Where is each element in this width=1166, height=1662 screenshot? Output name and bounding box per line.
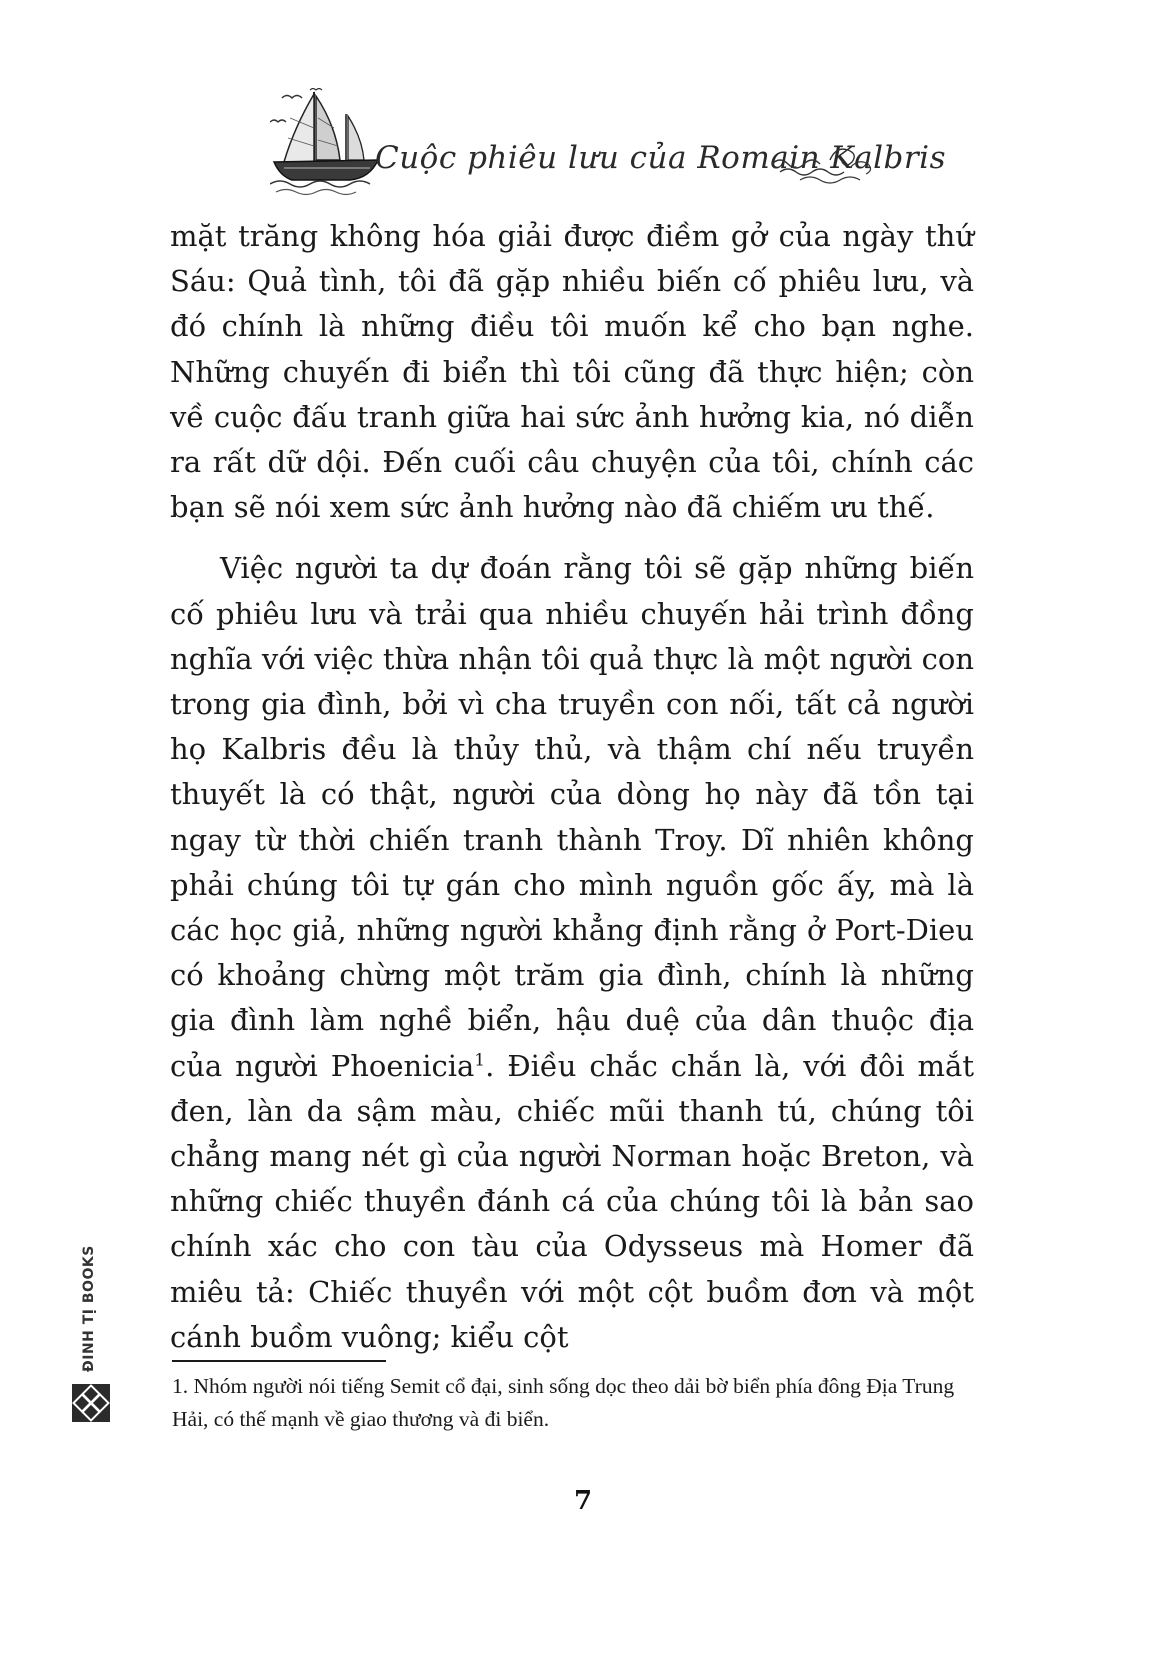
running-header [270, 88, 946, 198]
publisher-mark [72, 1245, 112, 1432]
body-text [170, 214, 974, 1360]
footnote-reference[interactable]: 1 [474, 1050, 486, 1070]
paragraph [170, 546, 974, 1360]
page-number: 7 [573, 1486, 593, 1516]
paragraph: mặt trăng không hóa giải được điềm gở của ngày thứ Sáu: Quả tình, tôi đã gặp nhiều biến cố phiêu lưu, và đó chính là những điều tôi muốn kể cho bạn nghe. Những chuyến đi biển thì tôi cũng đã thực hiện; còn về cuộc đấu tranh giữa hai sức ảnh hưởng kia, nó diễn ra rất dữ dội. Đến cuối câu chuyện của tôi, chính các bạn sẽ nói xem sức ảnh hưởng nào đã chiếm ưu thế. [170, 219, 974, 525]
paragraph-text: . Điều chắc chắn là, với đôi mắt đen, làn da sậm màu, chiếc mũi thanh tú, chúng tôi chẳng mang nét gì của người Norman hoặc Breton, và những chiếc thuyền đánh cá của chúng tôi là bản sao chính xác cho con tàu của Odysseus mà Homer đã miêu tả: Chiếc thuyền với một cột buồm đơn và một cánh buồm vuông; kiểu cột [170, 1048, 974, 1354]
running-header-title: Cuộc phiêu lưu của Romain Kalbris [375, 140, 946, 176]
publisher-name: ĐINH TỊ BOOKS [81, 1245, 97, 1372]
dinh-ti-logo-icon [72, 1384, 110, 1422]
paragraph-text: Việc người ta dự đoán rằng tôi sẽ gặp những biến cố phiêu lưu và trải qua nhiều chuyến hải trình đồng nghĩa với việc thừa nhận tôi quả thực là một người con trong gia đình, bởi vì cha truyền con nối, tất cả người họ Kalbris đều là thủy thủ, và thậm chí nếu truyền thuyết là có thật, người của dòng họ này đã tồn tại ngay từ thời chiến tranh thành Troy. Dĩ nhiên không phải chúng tôi tự gán cho mình nguồn gốc ấy, mà là các học giả, những người khẳng định rằng ở Port-Dieu có khoảng chừng một trăm gia đình, chính là những gia đình làm nghề biển, hậu duệ của dân thuộc địa của người Phoenicia [170, 551, 974, 1083]
footnote-text: 1. Nhóm người nói tiếng Semit cổ đại, sinh sống dọc theo dải bờ biển phía đông Địa Trung Hải, có thế mạnh về giao thương và đi biển. [172, 1374, 955, 1431]
wave-flourish-icon [770, 142, 880, 192]
footnote [172, 1370, 976, 1436]
footnote-divider [172, 1360, 386, 1362]
